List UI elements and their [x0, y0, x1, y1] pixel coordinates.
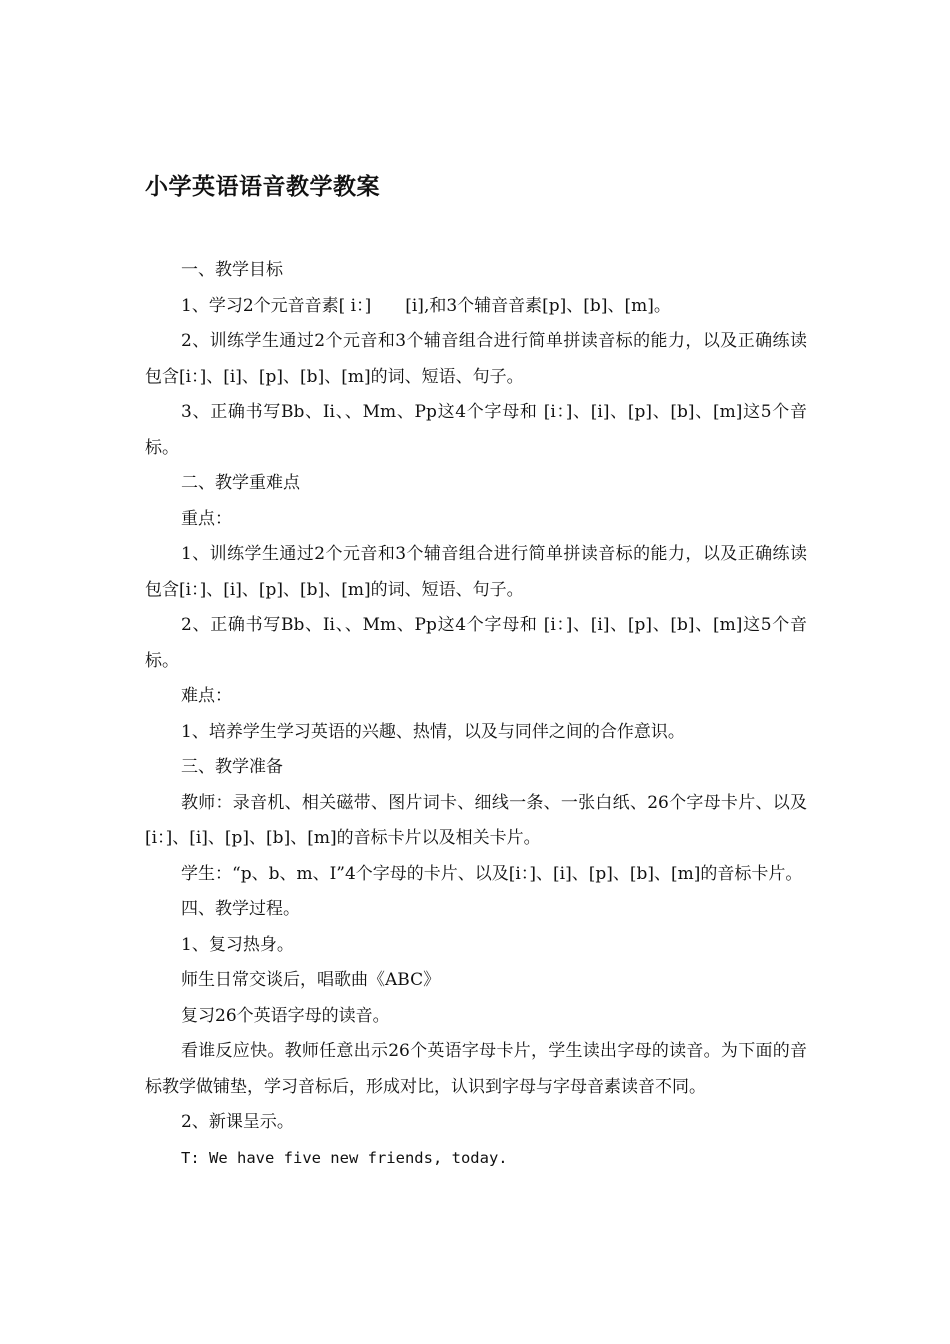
objective-item-1: 1、学习2个元音音素[ i：] [i],和3个辅音音素[p]、[b]、[m]。	[181, 295, 671, 316]
process-step-2-heading: 2、新课呈示。	[181, 1112, 294, 1132]
preparation-students: 学生：“p、b、m、I”4个字母的卡片、以及[i：]、[i]、[p]、[b]、[m]的音标卡片。	[181, 863, 803, 884]
key-point-item-1: 1、训练学生通过2个元音和3个辅音组合进行简单拼读音标的能力，以及正确练读包含[i：]、[i]、[p]、[b]、[m]的词、短语、句子。	[145, 544, 807, 600]
teacher-dialogue-line: T: We have five new friends, today.	[181, 1148, 508, 1167]
section-heading-process: 四、教学过程。	[181, 899, 300, 919]
process-step-1-heading: 1、复习热身。	[181, 934, 294, 955]
objective-item-3: 3、正确书写Bb、Ii、、Mm、Pp这4个字母和 [i：]、[i]、[p]、[b]、[m]这5个音标。	[145, 402, 807, 458]
key-point-item-2: 2、正确书写Bb、Ii、、Mm、Pp这4个字母和 [i：]、[i]、[p]、[b]、[m]这5个音标。	[145, 615, 807, 671]
objective-item-2: 2、训练学生通过2个元音和3个辅音组合进行简单拼读音标的能力，以及正确练读包含[i：]、[i]、[p]、[b]、[m]的词、短语、句子。	[145, 331, 807, 387]
document-body	[145, 253, 807, 1176]
process-step-1-review: 复习26个英语字母的读音。	[181, 1005, 390, 1026]
process-step-1-song: 师生日常交谈后，唱歌曲《ABC》	[181, 970, 441, 990]
key-points-label: 重点：	[181, 508, 232, 529]
section-heading-objectives: 一、教学目标	[181, 260, 283, 280]
process-step-1-game: 看谁反应快。教师任意出示26个英语字母卡片，学生读出字母的读音。为下面的音标教学做铺垫，学习音标后，形成对比，认识到字母与字母音素读音不同。	[145, 1041, 807, 1097]
section-heading-preparation: 三、教学准备	[181, 757, 283, 777]
difficult-point-item-1: 1、培养学生学习英语的兴趣、热情，以及与同伴之间的合作意识。	[181, 721, 685, 742]
preparation-teacher: 教师：录音机、相关磁带、图片词卡、细线一条、一张白纸、26个字母卡片、以及[i：]、[i]、[p]、[b]、[m]的音标卡片以及相关卡片。	[145, 792, 807, 848]
difficult-points-label: 难点：	[181, 686, 232, 706]
section-heading-key-points: 二、教学重难点	[181, 473, 300, 493]
document-title: 小学英语语音教学教案	[145, 174, 380, 200]
